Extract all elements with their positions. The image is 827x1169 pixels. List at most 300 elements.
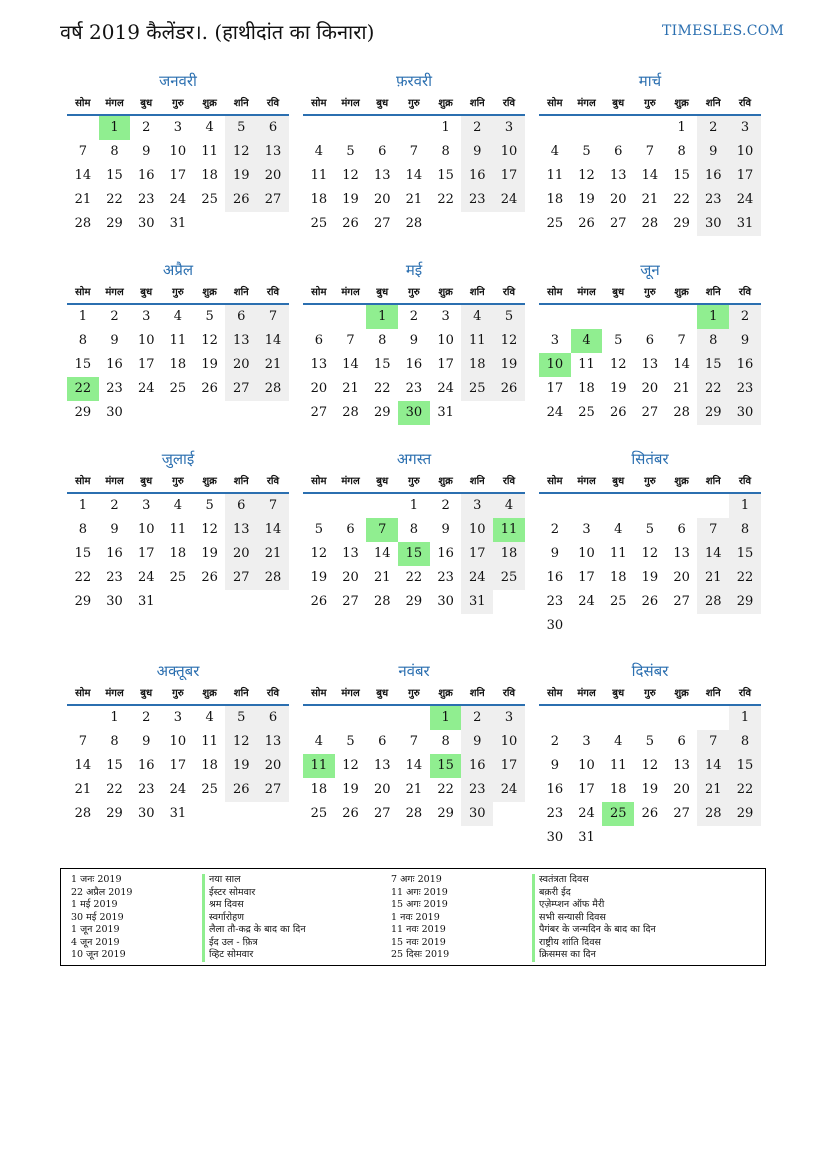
day-cell: 26 — [225, 778, 257, 802]
day-cell: 24 — [169, 192, 187, 207]
weekday-label: बुध — [612, 98, 625, 109]
empty-cell — [602, 305, 634, 329]
weekday-label: शनि — [233, 476, 249, 487]
day-cell: 18 — [201, 758, 218, 773]
day-cell: 30 — [137, 216, 155, 231]
day-cell: 12 — [201, 522, 218, 537]
holiday-day-cell: 4 — [571, 329, 603, 353]
day-cell: 26 — [641, 806, 659, 821]
day-cell: 13 — [673, 546, 690, 561]
empty-cell — [697, 706, 729, 730]
weekday-label: बुध — [140, 688, 153, 699]
day-cell: 5 — [582, 144, 591, 159]
day-cell: 23 — [437, 570, 454, 585]
weekday-label: शनि — [705, 476, 721, 487]
day-cell: 1 — [78, 309, 87, 324]
month-name: मार्च — [638, 72, 662, 90]
weekday-label: शनि — [469, 287, 485, 298]
month-block — [303, 257, 525, 425]
day-cell: 10 — [437, 333, 454, 348]
day-cell: 6 — [225, 305, 257, 329]
day-cell: 2 — [110, 309, 119, 324]
day-cell: 10 — [137, 333, 155, 348]
day-cell: 22 — [373, 381, 391, 396]
day-cell: 3 — [142, 498, 151, 513]
weekday-label: मंगल — [341, 287, 360, 298]
day-cell: 27 — [373, 216, 391, 231]
page-title: वर्ष 2019 कैलेंडर।. (हाथीदांत का किनारा) — [60, 20, 375, 44]
day-cell: 30 — [437, 594, 454, 609]
weekday-label: शनि — [233, 98, 249, 109]
day-cell: 21 — [342, 381, 359, 396]
day-cell: 28 — [342, 405, 359, 420]
day-cell: 17 — [437, 357, 454, 372]
day-cell: 16 — [546, 782, 564, 797]
day-cell: 28 — [673, 405, 690, 420]
day-cell: 24 — [729, 188, 761, 212]
day-cell: 10 — [578, 758, 595, 773]
day-cell: 8 — [729, 518, 761, 542]
day-cell: 15 — [729, 542, 761, 566]
holiday-day-cell: 1 — [366, 305, 398, 329]
day-cell: 21 — [405, 192, 423, 207]
day-cell: 29 — [437, 806, 454, 821]
legend-names-right — [532, 874, 656, 962]
day-cell: 7 — [409, 144, 419, 159]
day-cell: 5 — [614, 333, 623, 348]
day-cell: 22 — [673, 192, 690, 207]
day-cell: 24 — [578, 594, 595, 609]
day-cell: 27 — [373, 806, 391, 821]
weekday-label: गुरु — [408, 98, 420, 109]
empty-cell — [335, 494, 367, 518]
day-cell: 25 — [310, 216, 328, 231]
day-cell: 25 — [461, 377, 493, 401]
day-cell: 11 — [546, 168, 564, 183]
day-cell: 5 — [225, 706, 257, 730]
day-cell: 31 — [578, 830, 595, 845]
weekday-label: बुध — [140, 476, 153, 487]
weekday-label: मंगल — [577, 287, 596, 298]
day-cell: 6 — [225, 494, 257, 518]
legend-holiday-name: एज़ेम्प्शन ऑफ मैरी — [532, 899, 656, 912]
day-cell: 11 — [461, 329, 493, 353]
month-block — [67, 446, 289, 614]
legend-date: 15 नवः 2019 — [391, 936, 446, 948]
day-cell: 6 — [346, 522, 355, 537]
day-cell: 7 — [78, 144, 87, 159]
site-link[interactable]: TIMESLES.COM — [662, 23, 785, 39]
empty-cell — [303, 305, 335, 329]
day-cell: 19 — [609, 381, 627, 396]
day-cell: 15 — [437, 168, 454, 183]
day-cell: 16 — [106, 357, 123, 372]
day-cell: 27 — [673, 806, 690, 821]
weekday-label: गुरु — [172, 287, 184, 298]
day-cell: 21 — [641, 192, 659, 207]
empty-cell — [303, 116, 335, 140]
day-cell: 21 — [257, 542, 289, 566]
weekday-label: सोम — [75, 287, 91, 298]
legend-holiday-name: स्वतंत्रता दिवस — [532, 874, 656, 887]
weekday-label: गुरु — [644, 98, 656, 109]
day-cell: 2 — [550, 734, 559, 749]
day-cell: 14 — [342, 357, 359, 372]
weekday-label: शनि — [705, 98, 721, 109]
day-cell: 18 — [310, 192, 328, 207]
weekday-label: बुध — [376, 98, 389, 109]
month-block — [67, 68, 289, 236]
weekday-label: बुध — [612, 688, 625, 699]
weekday-label: शुक्र — [674, 688, 689, 699]
day-cell: 28 — [405, 216, 423, 231]
legend-date: 10 जून 2019 — [71, 949, 126, 960]
day-cell: 4 — [173, 309, 183, 324]
day-cell: 8 — [697, 329, 729, 353]
day-cell: 5 — [205, 498, 214, 513]
weekday-label: रवि — [738, 688, 752, 699]
day-cell: 6 — [677, 522, 686, 537]
weekday-label: गुरु — [644, 688, 656, 699]
day-cell: 12 — [641, 758, 659, 773]
empty-cell — [398, 116, 430, 140]
day-cell: 15 — [106, 168, 123, 183]
month-block — [303, 658, 525, 826]
day-cell: 22 — [437, 782, 454, 797]
day-cell: 20 — [342, 570, 359, 585]
day-cell: 4 — [205, 710, 214, 725]
month-block — [539, 446, 761, 638]
empty-cell — [634, 706, 666, 730]
weekday-label: सोम — [75, 688, 91, 699]
day-cell: 13 — [373, 758, 391, 773]
day-cell: 31 — [729, 212, 761, 236]
day-cell: 10 — [729, 140, 761, 164]
day-cell: 14 — [257, 518, 289, 542]
day-cell: 20 — [257, 754, 289, 778]
day-cell: 14 — [257, 329, 289, 353]
day-cell: 27 — [673, 594, 690, 609]
day-cell: 13 — [225, 518, 257, 542]
day-cell: 19 — [225, 164, 257, 188]
day-cell: 7 — [409, 734, 419, 749]
day-cell: 24 — [578, 806, 595, 821]
weekday-label: गुरु — [172, 476, 184, 487]
day-cell: 26 — [342, 216, 359, 231]
day-cell: 25 — [169, 381, 187, 396]
weekday-header — [539, 684, 761, 706]
day-cell: 17 — [169, 168, 187, 183]
day-cell: 1 — [110, 710, 119, 725]
day-cell: 11 — [201, 144, 218, 159]
day-grid — [303, 116, 525, 236]
day-cell: 28 — [405, 806, 423, 821]
weekday-label: रवि — [502, 688, 516, 699]
day-cell: 10 — [169, 734, 187, 749]
day-cell: 3 — [493, 706, 525, 730]
empty-cell — [335, 116, 367, 140]
day-cell: 17 — [137, 546, 155, 561]
day-cell: 12 — [609, 357, 627, 372]
day-cell: 6 — [257, 116, 289, 140]
weekday-header — [303, 684, 525, 706]
legend-date: 22 अप्रैल 2019 — [71, 886, 133, 898]
weekday-label: शुक्र — [438, 287, 453, 298]
day-cell: 19 — [201, 357, 218, 372]
day-cell: 9 — [409, 333, 419, 348]
day-cell: 29 — [697, 401, 729, 425]
day-cell: 21 — [74, 192, 92, 207]
day-cell: 1 — [729, 706, 761, 730]
day-cell: 20 — [673, 782, 690, 797]
day-cell: 1 — [729, 494, 761, 518]
day-cell: 15 — [697, 353, 729, 377]
day-cell: 30 — [697, 212, 729, 236]
legend-date: 25 दिसः 2019 — [391, 949, 450, 960]
day-cell: 22 — [729, 566, 761, 590]
day-cell: 28 — [641, 216, 659, 231]
holiday-day-cell: 30 — [398, 401, 430, 425]
day-cell: 11 — [609, 758, 627, 773]
day-cell: 8 — [110, 734, 119, 749]
legend-dates-right — [391, 874, 449, 962]
day-cell: 20 — [310, 381, 328, 396]
month-name: जुलाई — [161, 450, 195, 468]
empty-cell — [634, 494, 666, 518]
month-name: अक्तूबर — [156, 662, 200, 680]
weekday-label: रवि — [502, 98, 516, 109]
day-cell: 18 — [201, 168, 218, 183]
day-cell: 24 — [437, 381, 454, 396]
day-cell: 20 — [673, 570, 690, 585]
weekday-label: गुरु — [172, 688, 184, 699]
day-cell: 28 — [697, 590, 729, 614]
day-cell: 6 — [645, 333, 655, 348]
day-cell: 2 — [142, 710, 151, 725]
day-cell: 7 — [697, 730, 729, 754]
holiday-day-cell: 11 — [303, 754, 335, 778]
weekday-label: मंगल — [105, 287, 124, 298]
day-cell: 17 — [493, 754, 525, 778]
day-cell: 25 — [578, 405, 595, 420]
day-cell: 22 — [106, 192, 123, 207]
empty-cell — [335, 305, 367, 329]
day-cell: 25 — [493, 566, 525, 590]
day-cell: 4 — [205, 120, 214, 135]
day-cell: 5 — [314, 522, 323, 537]
day-cell: 18 — [578, 381, 595, 396]
month-name: फ़रवरी — [395, 72, 433, 90]
day-cell: 31 — [137, 594, 155, 609]
empty-cell — [335, 706, 367, 730]
day-cell: 25 — [310, 806, 328, 821]
day-grid — [67, 494, 289, 614]
legend-holiday-name: ईद उल - फ़ित्र — [202, 937, 306, 950]
day-cell: 5 — [346, 144, 355, 159]
day-cell: 25 — [609, 594, 627, 609]
day-cell: 11 — [310, 168, 328, 183]
holiday-day-cell: 10 — [539, 353, 571, 377]
legend-holiday-name: नया साल — [202, 874, 306, 887]
weekday-header — [539, 94, 761, 116]
day-cell: 29 — [74, 405, 92, 420]
legend-holiday-name: स्वर्गारोहण — [202, 912, 306, 925]
day-cell: 17 — [578, 782, 595, 797]
day-cell: 8 — [729, 730, 761, 754]
day-cell: 8 — [441, 734, 450, 749]
day-cell: 8 — [409, 522, 419, 537]
legend-date: 1 नवः 2019 — [391, 911, 440, 923]
weekday-label: गुरु — [644, 476, 656, 487]
day-cell: 25 — [169, 570, 187, 585]
day-cell: 30 — [137, 806, 155, 821]
day-cell: 11 — [169, 522, 187, 537]
day-cell: 19 — [342, 782, 359, 797]
weekday-label: मंगल — [105, 688, 124, 699]
day-cell: 3 — [582, 734, 591, 749]
day-cell: 5 — [346, 734, 355, 749]
empty-cell — [539, 116, 571, 140]
legend-holiday-name: बक़री ईद — [532, 887, 656, 900]
day-cell: 13 — [641, 357, 659, 372]
day-cell: 12 — [225, 140, 257, 164]
day-cell: 18 — [609, 782, 627, 797]
day-cell: 5 — [645, 734, 655, 749]
day-cell: 12 — [342, 168, 359, 183]
day-cell: 14 — [697, 754, 729, 778]
day-cell: 26 — [342, 806, 359, 821]
day-cell: 17 — [169, 758, 187, 773]
empty-cell — [303, 494, 335, 518]
day-cell: 13 — [310, 357, 328, 372]
day-cell: 22 — [405, 570, 423, 585]
day-cell: 24 — [493, 778, 525, 802]
day-cell: 21 — [373, 570, 391, 585]
day-cell: 24 — [493, 188, 525, 212]
day-cell: 9 — [461, 140, 493, 164]
day-cell: 15 — [673, 168, 690, 183]
day-grid — [539, 305, 761, 425]
day-cell: 6 — [378, 144, 387, 159]
day-cell: 30 — [546, 830, 564, 845]
weekday-label: रवि — [502, 476, 516, 487]
weekday-label: शनि — [233, 688, 249, 699]
day-cell: 10 — [578, 546, 595, 561]
day-cell: 7 — [677, 333, 686, 348]
weekday-label: रवि — [502, 287, 516, 298]
day-cell: 23 — [461, 778, 493, 802]
day-cell: 17 — [578, 570, 595, 585]
weekday-label: मंगल — [577, 688, 596, 699]
day-cell: 16 — [461, 754, 493, 778]
weekday-label: बुध — [376, 287, 389, 298]
day-cell: 16 — [137, 168, 155, 183]
day-cell: 14 — [405, 168, 423, 183]
month-block — [303, 446, 525, 614]
weekday-header — [303, 94, 525, 116]
day-cell: 18 — [310, 782, 328, 797]
day-cell: 16 — [137, 758, 155, 773]
day-cell: 27 — [225, 377, 257, 401]
day-grid — [67, 116, 289, 236]
legend-date: 1 जून 2019 — [71, 924, 120, 935]
day-cell: 8 — [110, 144, 119, 159]
day-cell: 12 — [310, 546, 328, 561]
day-cell: 9 — [441, 522, 450, 537]
day-cell: 8 — [677, 144, 686, 159]
day-grid — [539, 706, 761, 850]
weekday-header — [67, 684, 289, 706]
empty-cell — [539, 305, 571, 329]
day-cell: 18 — [546, 192, 564, 207]
empty-cell — [666, 494, 698, 518]
weekday-label: बुध — [612, 476, 625, 487]
legend-date: 11 अगः 2019 — [391, 886, 448, 898]
weekday-label: बुध — [376, 476, 389, 487]
day-cell: 5 — [645, 522, 655, 537]
empty-cell — [539, 494, 571, 518]
weekday-label: मंगल — [577, 476, 596, 487]
weekday-label: गुरु — [408, 688, 420, 699]
day-cell: 17 — [546, 381, 564, 396]
day-cell: 13 — [609, 168, 627, 183]
holiday-day-cell: 25 — [602, 802, 634, 826]
day-cell: 29 — [405, 594, 423, 609]
holiday-day-cell: 15 — [398, 542, 430, 566]
day-cell: 1 — [78, 498, 87, 513]
day-cell: 16 — [461, 164, 493, 188]
day-cell: 14 — [405, 758, 423, 773]
day-cell: 14 — [697, 542, 729, 566]
day-cell: 21 — [697, 778, 729, 802]
day-cell: 14 — [373, 546, 391, 561]
day-cell: 19 — [225, 754, 257, 778]
legend-holiday-name: क्रिसमस का दिन — [532, 949, 656, 962]
legend-holiday-name: ईस्टर सोमवार — [202, 887, 306, 900]
weekday-label: रवि — [266, 688, 280, 699]
day-cell: 9 — [110, 333, 119, 348]
day-cell: 26 — [201, 570, 218, 585]
day-cell: 27 — [310, 405, 328, 420]
month-block — [539, 68, 761, 236]
empty-cell — [571, 494, 603, 518]
day-cell: 19 — [641, 570, 659, 585]
month-name: नवंबर — [398, 662, 430, 680]
legend-holiday-name: लैला तौ-कद्र के बाद का दिन — [202, 924, 306, 937]
day-cell: 9 — [697, 140, 729, 164]
month-name: सितंबर — [631, 450, 669, 468]
day-cell: 3 — [550, 333, 559, 348]
weekday-label: रवि — [738, 287, 752, 298]
holiday-legend — [60, 868, 766, 966]
day-cell: 2 — [441, 498, 450, 513]
legend-holiday-name: राष्ट्रीय शांति दिवस — [532, 937, 656, 950]
day-cell: 26 — [578, 216, 595, 231]
day-cell: 22 — [106, 782, 123, 797]
day-cell: 23 — [546, 594, 564, 609]
day-grid — [67, 305, 289, 425]
empty-cell — [634, 116, 666, 140]
day-cell: 3 — [142, 309, 151, 324]
day-cell: 15 — [74, 357, 92, 372]
day-cell: 17 — [729, 164, 761, 188]
day-cell: 28 — [373, 594, 391, 609]
day-cell: 19 — [578, 192, 595, 207]
day-cell: 2 — [461, 706, 493, 730]
day-cell: 30 — [546, 618, 564, 633]
day-cell: 27 — [641, 405, 659, 420]
day-cell: 23 — [546, 806, 564, 821]
